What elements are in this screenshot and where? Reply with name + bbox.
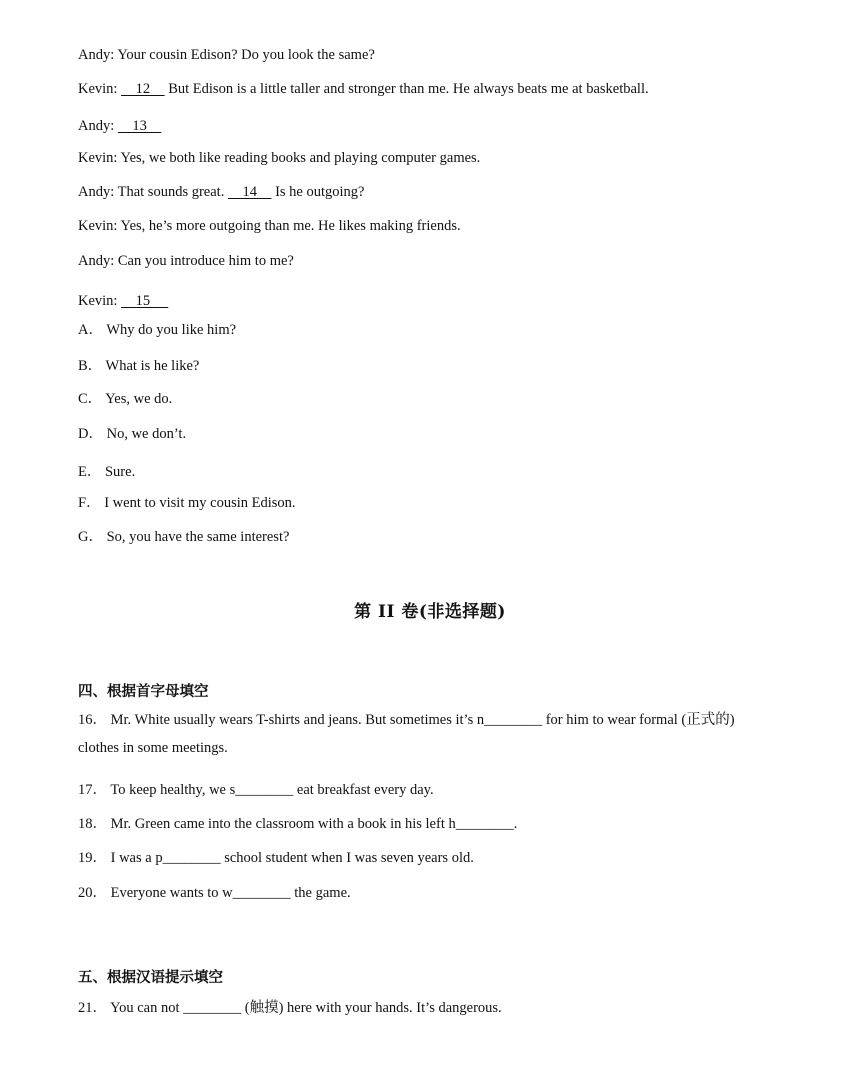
option-f: F． I went to visit my cousin Edison. <box>78 495 296 511</box>
question-21: 21． You can not ________ (触摸) here with your hands. It’s dangerous. <box>78 1000 502 1016</box>
question-18: 18． Mr. Green came into the classroom with a book in his left h________. <box>78 816 518 832</box>
question-20: 20． Everyone wants to w________ the game. <box>78 885 351 901</box>
volume-title: 第 II 卷(非选择题) <box>354 602 506 622</box>
section-4-title: 四、根据首字母填空 <box>78 684 209 700</box>
option-a: A． Why do you like him? <box>78 322 237 338</box>
answer-blank-12: 12 <box>121 81 165 97</box>
option-d: D． No, we don’t. <box>78 426 187 442</box>
answer-blank-14: 14 <box>227 184 272 200</box>
answer-blank-15: 15 <box>121 293 169 309</box>
option-b: B． What is he like? <box>78 358 200 374</box>
dialogue-line-4: Kevin: Yes, we both like reading books and playing computer games. <box>78 150 481 166</box>
answer-blank-13: 13 <box>117 118 162 134</box>
dialogue-line-8: Kevin: 15 <box>78 293 169 309</box>
dialogue-line-6: Kevin: Yes, he’s more outgoing than me. He likes making friends. <box>78 218 461 234</box>
dialogue-line-5: Andy: That sounds great. 14 Is he outgoing? <box>78 184 365 200</box>
question-19: 19． I was a p________ school student when I was seven years old. <box>78 850 474 866</box>
dialogue-line-2: Kevin: 12 But Edison is a little taller and stronger than me. He always beats me at basketball. <box>78 81 649 97</box>
option-g: G． So, you have the same interest? <box>78 529 290 545</box>
option-c: C． Yes, we do. <box>78 391 173 407</box>
dialogue-line-1: Andy: Your cousin Edison? Do you look the same? <box>78 47 375 63</box>
section-5-title: 五、根据汉语提示填空 <box>78 970 223 986</box>
question-16: 16． Mr. White usually wears T-shirts and jeans. But sometimes it’s n________ for him to wear formal (正式的) clothes in some meetings. <box>78 712 735 756</box>
question-17: 17． To keep healthy, we s________ eat breakfast every day. <box>78 782 434 798</box>
dialogue-line-3: Andy: 13 <box>78 118 162 134</box>
dialogue-line-7: Andy: Can you introduce him to me? <box>78 253 294 269</box>
option-e: E． Sure. <box>78 464 136 480</box>
